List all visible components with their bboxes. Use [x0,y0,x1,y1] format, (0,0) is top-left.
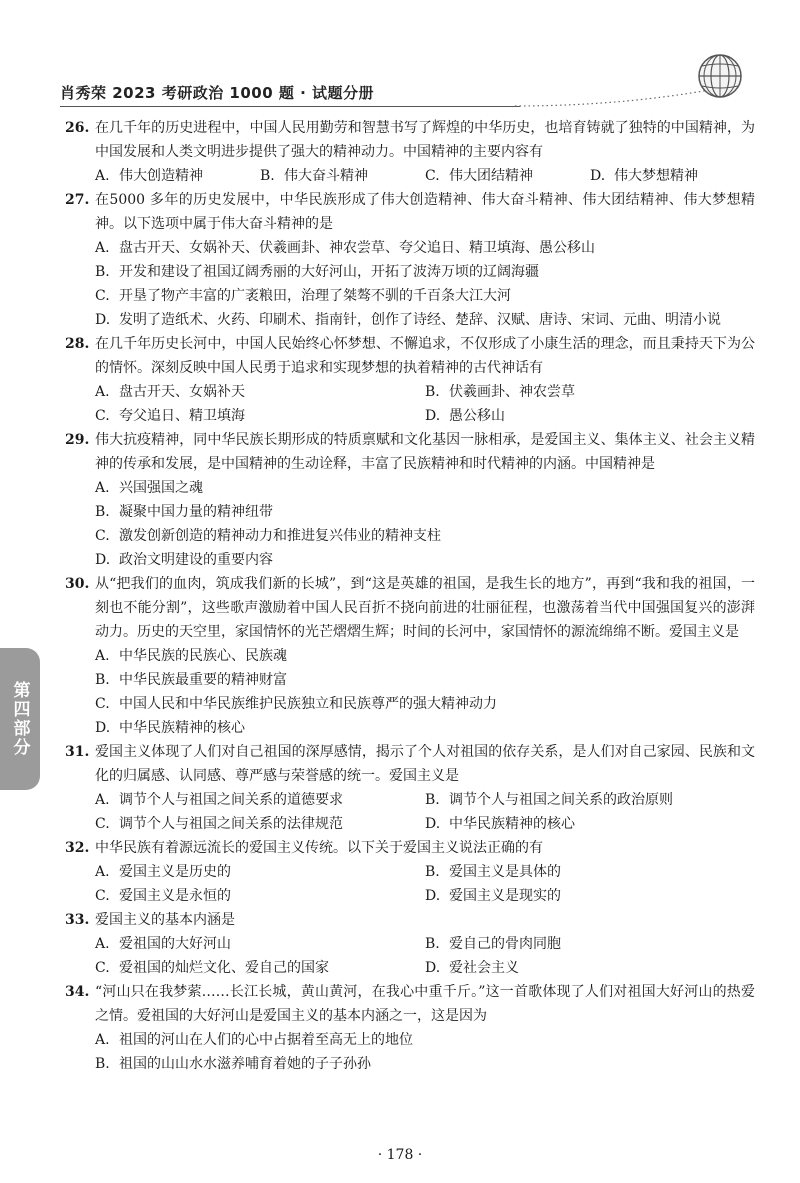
question-stem: 在几千年的历史进程中，中国人民用勤劳和智慧书写了辉煌的中华历史，也培育铸就了独特的中国精神，为中国发展和人类文明进步提供了强大的精神动力。中国精神的主要内容有 [95,120,755,160]
option-a: A. 盘古开天、女娲补天、伏羲画卦、神农尝草、夸父追日、精卫填海、愚公移山 [95,240,595,256]
question-stem: “河山只在我梦萦……长江长城，黄山黄河，在我心中重千斤。”这一首歌体现了人们对祖国大好河山的热爱之情。爱祖国的大好河山是爱国主义的基本内涵之一，这是因为 [95,984,755,1024]
question-number: 27. [65,192,90,208]
option-b: B. 爱国主义是具体的 [425,864,561,880]
question-number: 30. [65,576,90,592]
question-stem: 伟大抗疫精神，同中华民族长期形成的特质禀赋和文化基因一脉相承，是爱国主义、集体主义、社会主义精神的传承和发展，是中国精神的生动诠释，丰富了民族精神和时代精神的内涵。中国精神是 [95,432,755,472]
question-26 [65,116,755,164]
option-a: A. 祖国的河山在人们的心中占据着至高无上的地位 [95,1032,413,1048]
question-number: 28. [65,336,90,352]
option-d: D. 中华民族精神的核心 [95,720,245,736]
option-c: C. 爱国主义是永恒的 [95,888,231,904]
option-c: C. 夸父追日、精卫填海 [95,408,245,424]
question-list [65,116,755,1076]
page-number: · 178 · [377,1147,423,1163]
page-header [60,78,750,108]
question-28 [65,332,755,380]
question-stem: 爱国主义的基本内涵是 [95,912,235,928]
question-number: 32. [65,840,90,856]
option-d: D. 伟大梦想精神 [590,168,698,184]
option-a: A. 盘古开天、女娲补天 [95,384,245,400]
question-number: 31. [65,744,90,760]
option-a: A. 中华民族的民族心、民族魂 [95,648,287,664]
header-rule [60,106,520,107]
option-c: C. 伟大团结精神 [425,168,533,184]
option-a: A. 兴国强国之魂 [95,480,203,496]
option-b: B. 开发和建设了祖国辽阔秀丽的大好河山，开拓了波涛万顷的辽阔海疆 [95,264,539,280]
option-b: B. 中华民族最重要的精神财富 [95,672,287,688]
option-d: D. 爱社会主义 [425,960,519,976]
question-number: 34. [65,984,90,1000]
option-d: D. 愚公移山 [425,408,505,424]
question-33 [65,908,755,932]
question-stem: 在几千年历史长河中，中国人民始终心怀梦想、不懈追求，不仅形成了小康生活的理念，而且秉持天下为公的情怀。深刻反映中国人民勇于追求和实现梦想的执着精神的古代神话有 [95,336,755,376]
question-34 [65,980,755,1028]
option-a: A. 爱祖国的大好河山 [95,936,231,952]
question-27 [65,188,755,236]
question-32 [65,836,755,860]
globe-icon [697,53,743,99]
option-c: C. 调节个人与祖国之间关系的法律规范 [95,816,343,832]
question-stem: 在5000 多年的历史发展中，中华民族形成了伟大创造精神、伟大奋斗精神、伟大团结精神、伟大梦想精神。以下选项中属于伟大奋斗精神的是 [95,192,755,232]
option-a: A. 伟大创造精神 [95,168,203,184]
option-c: C. 开垦了物产丰富的广袤粮田，治理了桀骜不驯的千百条大江大河 [95,288,511,304]
question-number: 33. [65,912,90,928]
option-a: A. 调节个人与祖国之间关系的道德要求 [95,792,343,808]
option-c: C. 中国人民和中华民族维护民族独立和民族尊严的强大精神动力 [95,696,497,712]
option-a: A. 爱国主义是历史的 [95,864,231,880]
option-d: D. 爱国主义是现实的 [425,888,561,904]
option-d: D. 发明了造纸术、火药、印刷术、指南针，创作了诗经、楚辞、汉赋、唐诗、宋词、元曲、明清小说 [95,312,721,328]
option-b: B. 爱自己的骨肉同胞 [425,936,561,952]
book-title: 肖秀荣 2023 考研政治 1000 题 · 试题分册 [60,84,375,102]
option-c: C. 激发创新创造的精神动力和推进复兴伟业的精神支柱 [95,528,441,544]
section-label: 第四部分 [9,681,30,757]
option-d: D. 中华民族精神的核心 [425,816,575,832]
question-stem: 从“把我们的血肉，筑成我们新的长城”，到“这是英雄的祖国，是我生长的地方”，再到“我和我的祖国，一刻也不能分割”，这些歌声激励着中国人民百折不挠向前进的壮丽征程，也激荡着当代中国强国复兴的澎湃动力。历史的天空里，家国情怀的光芒熠熠生辉；时间的长河中，家国情怀的源流绵绵不断。爱国主义是 [95,576,755,640]
option-b: B. 调节个人与祖国之间关系的政治原则 [425,792,673,808]
question-stem: 爱国主义体现了人们对自己祖国的深厚感情，揭示了个人对祖国的依存关系，是人们对自己家园、民族和文化的归属感、认同感、尊严感与荣誉感的统一。爱国主义是 [95,744,755,784]
question-30 [65,572,755,644]
question-31 [65,740,755,788]
question-29 [65,428,755,476]
section-side-tab [0,648,40,790]
option-d: D. 政治文明建设的重要内容 [95,552,273,568]
option-b: B. 伟大奋斗精神 [260,168,368,184]
question-number: 29. [65,432,90,448]
option-b: B. 祖国的山山水水滋养哺育着她的子子孙孙 [95,1056,371,1072]
question-stem: 中华民族有着源远流长的爱国主义传统。以下关于爱国主义说法正确的有 [95,840,543,856]
option-c: C. 爱祖国的灿烂文化、爱自己的国家 [95,960,329,976]
question-number: 26. [65,120,90,136]
option-b: B. 伏羲画卦、神农尝草 [425,384,575,400]
option-b: B. 凝聚中国力量的精神纽带 [95,504,273,520]
